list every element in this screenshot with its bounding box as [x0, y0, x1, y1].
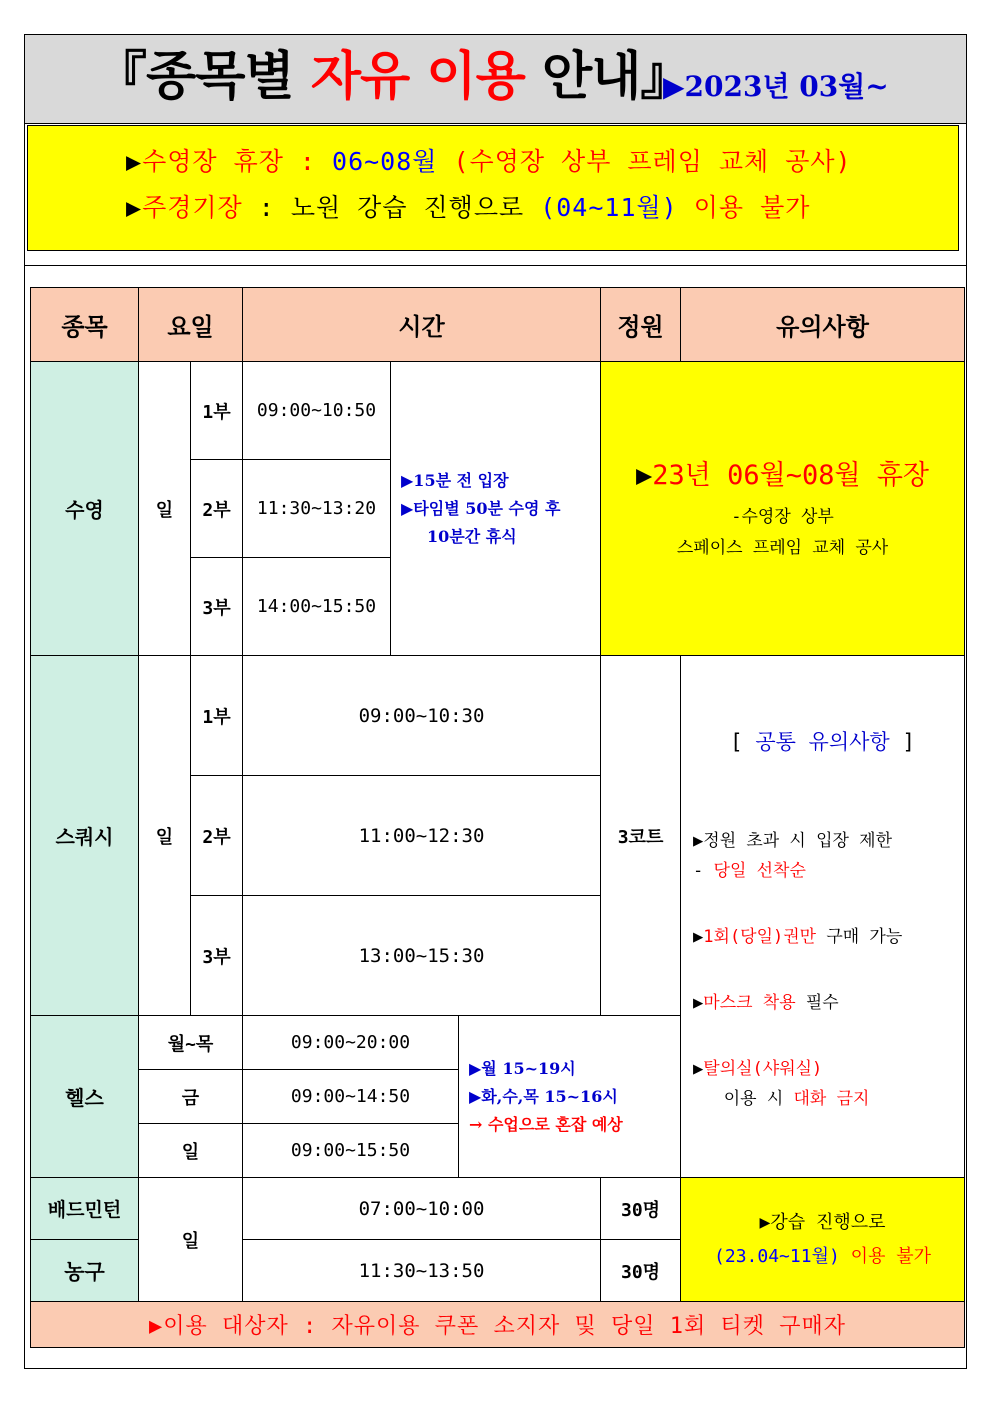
swim-part: 2부: [191, 460, 243, 558]
health-note-crowded: → 수업으로 혼잡 예상: [469, 1114, 623, 1134]
divider: [25, 265, 966, 266]
basketball-capacity: 30명: [601, 1240, 681, 1302]
title-date: ▶2023년 03월~: [663, 70, 889, 103]
health-note-mon: ▶월 15~19시: [469, 1058, 576, 1078]
common-notes: [ 공통 유의사항 ] ▶정원 초과 시 입장 제한 - 당일 선착순 ▶1회(당일)권만 구매 가능 ▶마스크 착용 필수 ▶탈의실(샤워실) 이용 시 대화 금지: [681, 656, 965, 1178]
header-day: 요일: [139, 288, 243, 362]
header-capacity: 정원: [601, 288, 681, 362]
squash-time: 13:00~15:30: [243, 896, 601, 1016]
table-row: [31, 656, 965, 776]
health-day: 월~목: [139, 1016, 243, 1070]
table-row: [31, 362, 965, 460]
swim-closure-note: ▶23년 06월~08월 휴장 -수영장 상부 스페이스 프레임 교체 공사: [601, 362, 965, 656]
header-time: 시간: [243, 288, 601, 362]
health-note-tue-thu: ▶화,수,목 15~16시: [469, 1086, 618, 1106]
swim-note-rest: 10분간 휴식: [427, 526, 517, 546]
header-notes: 유의사항: [681, 288, 965, 362]
squash-part: 1부: [191, 656, 243, 776]
squash-day: 일: [139, 656, 191, 1016]
health-time: 09:00~20:00: [243, 1016, 459, 1070]
swim-part: 1부: [191, 362, 243, 460]
badminton-time: 07:00~10:00: [243, 1178, 601, 1240]
header-sport: 종목: [31, 288, 139, 362]
eligibility-footer: ▶이용 대상자 : 자유이용 쿠폰 소지자 및 당일 1회 티켓 구매자: [31, 1302, 965, 1348]
health-time: 09:00~15:50: [243, 1124, 459, 1178]
swim-time: 11:30~13:20: [243, 460, 391, 558]
swim-note-rule: ▶타임별 50분 수영 후: [401, 498, 561, 518]
squash-capacity: 3코트: [601, 656, 681, 1016]
court-day: 일: [139, 1178, 243, 1302]
page-title: 『종목별 자유 이용 안내』: [95, 47, 692, 107]
swim-note-entry: ▶15분 전 입장: [401, 470, 509, 490]
notice-stadium-closure: ▶주경기장 : 노원 강습 진행으로 (04~11월) 이용 불가: [126, 193, 811, 222]
health-notes: [459, 1016, 681, 1178]
squash-part: 3부: [191, 896, 243, 1016]
title-bar: [25, 35, 966, 124]
basketball-time: 11:30~13:50: [243, 1240, 601, 1302]
health-day: 금: [139, 1070, 243, 1124]
sport-squash: 스쿼시: [31, 656, 139, 1016]
court-note: ▶강습 진행으로 (23.04~11월) 이용 불가: [681, 1178, 965, 1302]
health-day: 일: [139, 1124, 243, 1178]
health-time: 09:00~14:50: [243, 1070, 459, 1124]
squash-time: 09:00~10:30: [243, 656, 601, 776]
document-frame: [24, 34, 967, 1369]
sport-swim: 수영: [31, 362, 139, 656]
squash-time: 11:00~12:30: [243, 776, 601, 896]
swim-time: 14:00~15:50: [243, 558, 391, 656]
squash-part: 2부: [191, 776, 243, 896]
badminton-capacity: 30명: [601, 1178, 681, 1240]
sport-basketball: 농구: [31, 1240, 139, 1302]
closure-notice-box: [27, 125, 959, 251]
table-row: [31, 1302, 965, 1348]
table-header-row: [31, 288, 965, 362]
sport-health: 헬스: [31, 1016, 139, 1178]
schedule-table: [30, 287, 965, 1348]
sport-badminton: 배드민턴: [31, 1178, 139, 1240]
swim-time-notes: [391, 362, 601, 656]
swim-part: 3부: [191, 558, 243, 656]
swim-time: 09:00~10:50: [243, 362, 391, 460]
notice-pool-closure: ▶수영장 휴장 : 06~08월 (수영장 상부 프레임 교체 공사): [126, 147, 852, 176]
table-row: [31, 1178, 965, 1240]
swim-day: 일: [139, 362, 191, 656]
